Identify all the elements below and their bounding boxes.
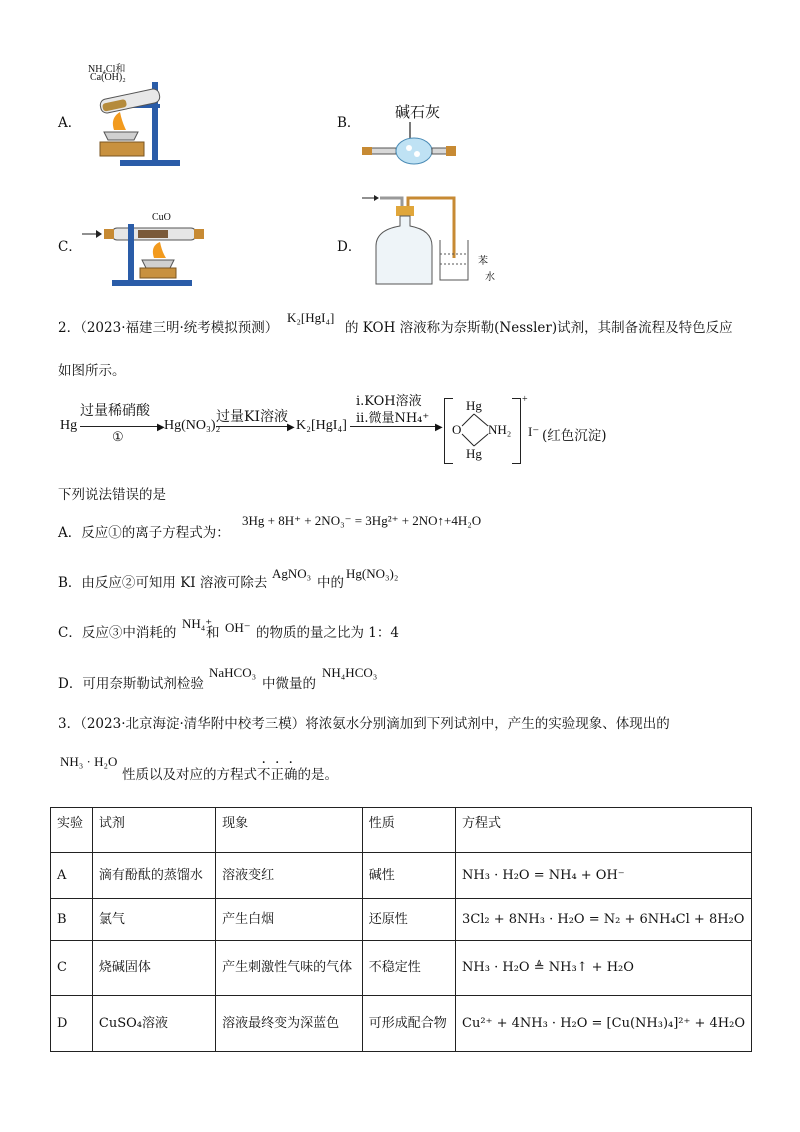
row-b-id: B [51,899,93,941]
q3-number: 3． [58,716,81,732]
q2-option-b-label: B．由反应②可知用 KI 溶液可除去 [58,575,268,591]
q2-flow-diagram [60,390,760,470]
flow-arrow-2 [216,426,290,427]
q2-option-b-mid: 中的 [317,575,344,591]
row-d-phenomenon: 溶液最终变为深蓝色 [216,996,363,1052]
q2-stem-line2: 如图所示。 [58,363,126,379]
q3-stem-text: （2023·北京海淀·清华附中校考三模）将浓氨水分别滴加到下列试剂中，产生的实验现象、体现出的 [80,716,670,732]
flow-arrow-3 [350,426,438,427]
flow-ring-nh2: NH₂ [488,422,512,437]
q2-option-d-nahco3: NaHCO₃ [209,665,257,680]
table-header-row [51,808,752,853]
q2-source: （2023·福建三明·统考模拟预测） [80,320,279,336]
q2-option-c-label: C．反应③中消耗的 [58,625,177,641]
row-b-property: 还原性 [362,899,455,941]
row-c-reagent: 烧碱固体 [92,941,215,996]
apparatus-a-diagram [80,80,190,170]
row-b-phenomenon: 产生白烟 [216,899,363,941]
table-row [51,996,752,1052]
option-a-reagent-line1: NH₄Cl和 [88,64,126,75]
table-row [51,899,752,941]
q2-stem [58,319,278,337]
q2-stem-rest: 的 KOH 溶液称为奈斯勒(Nessler)试剂，其制备流程及特色反应 [345,320,733,336]
flow-precip: (红色沉淀) [542,428,607,444]
flow-ring-hg-bottom: Hg [466,446,482,461]
apparatus-c-diagram [82,220,212,290]
row-c-property: 不稳定性 [362,941,455,996]
row-b-reagent: 氯气 [92,899,215,941]
option-c-reagent: CuO [152,212,171,223]
flow-bracket-right [512,398,521,464]
option-a-reagent-line2: Ca(OH)₂ [90,72,126,83]
q3-emph-2: 正 [270,767,284,783]
q2-option-c-tail: 的物质的量之比为 1：4 [256,625,399,641]
row-d-reagent: CuSO₄溶液 [92,996,215,1052]
q2-option-c-nh4: NH₄⁺ [182,616,213,631]
row-c-equation: NH₃ · H₂O ≜ NH₃↑ + H₂O [456,941,752,996]
flow-anion: I⁻ [528,424,540,439]
header-phenomenon: 现象 [216,808,363,853]
q3-stem-tail-a: 性质以及对应的方程式 [122,767,257,783]
option-d-liquid1: 苯 [478,256,488,267]
q2-option-c[interactable] [58,624,176,642]
header-property: 性质 [362,808,455,853]
flow-step3-ii: ii.微量NH₄⁺ [356,411,430,426]
option-b-label: B． [337,115,361,131]
row-a-equation: NH₃ · H₂O = NH₄ + OH⁻ [456,853,752,899]
q2-option-b-equation: Hg(NO₃)₂ [346,566,399,581]
q2-option-d[interactable] [58,675,204,693]
flow-ring-o: O [452,422,462,437]
flow-step2-top: 过量KI溶液 [216,409,288,425]
flow-step3-i: i.KOH溶液 [356,394,422,409]
row-a-reagent: 滴有酚酞的蒸馏水 [92,853,215,899]
q3-stem [58,715,670,733]
q2-option-b[interactable] [58,574,267,592]
flow-arrow-1 [80,426,160,427]
option-d-label: D． [337,239,362,255]
apparatus-d-diagram [360,192,480,292]
flow-arrowhead-3: ▶ [435,422,443,433]
q3-table [50,807,752,1052]
row-d-property: 可形成配合物 [362,996,455,1052]
row-d-id: D [51,996,93,1052]
q2-formula: K₂[HgI₄] [287,310,335,325]
q2-option-c-oh: OH⁻ [225,620,251,635]
header-experiment: 实验 [51,808,93,853]
option-d-liquid2: 水 [485,272,495,283]
flow-charge: + [522,394,528,405]
table-row [51,941,752,996]
q3-emph-3: 确 [284,767,298,783]
row-d-equation: Cu²⁺ + 4NH₃ · H₂O = [Cu(NH₃)₄]²⁺ + 4H₂O [456,996,752,1052]
q2-option-d-mid: 中微量的 [262,676,316,692]
q2-option-a-label: A．反应①的离子方程式为： [58,525,230,541]
apparatus-b-diagram [362,120,462,170]
table-row [51,853,752,899]
row-a-property: 碱性 [362,853,455,899]
q2-option-a-equation: 3Hg + 8H⁺ + 2NO₃⁻ = 3Hg²⁺ + 2NO↑+4H₂O [242,513,482,528]
q3-stem-tail [122,766,338,784]
flow-arrowhead-1: ▶ [157,422,165,433]
q2-number: 2． [58,320,81,336]
header-equation: 方程式 [456,808,752,853]
q2-option-b-agno3: AgNO₃ [272,566,312,581]
flow-k2hgi4: K₂[HgI₄] [296,418,347,433]
q2-prompt: 下列说法错误的是 [58,487,166,503]
row-a-phenomenon: 溶液变红 [216,853,363,899]
flow-hg-no3: Hg(NO₃)₂ [164,418,221,433]
row-c-phenomenon: 产生刺激性气味的气体 [216,941,363,996]
option-b-reagent: 碱石灰 [395,103,441,121]
flow-step1-bottom: ① [112,430,124,445]
flow-hg: Hg [60,418,78,433]
q2-option-c-and: 和 [206,625,220,641]
header-reagent: 试剂 [92,808,215,853]
q2-option-d-equation: NH₄HCO₃ [322,665,378,680]
flow-ring-hg-top: Hg [466,398,482,413]
q3-formula: NH₃ · H₂O [60,754,118,769]
row-b-equation: 3Cl₂ + 8NH₃ · H₂O = N₂ + 6NH₄Cl + 8H₂O [456,899,752,941]
flow-step1-top: 过量稀硝酸 [80,403,150,419]
row-a-id: A [51,853,93,899]
option-c-label: C． [58,239,82,255]
q3-emph-1: 不 [257,767,271,783]
option-a-label: A． [58,115,82,131]
q3-stem-tail-b: 的是。 [297,767,338,783]
flow-arrowhead-2: ▶ [287,422,295,433]
q2-option-a[interactable] [58,524,230,542]
row-c-id: C [51,941,93,996]
flow-ring-bonds [456,410,496,450]
q2-option-d-label: D．可用奈斯勒试剂检验 [58,676,204,692]
